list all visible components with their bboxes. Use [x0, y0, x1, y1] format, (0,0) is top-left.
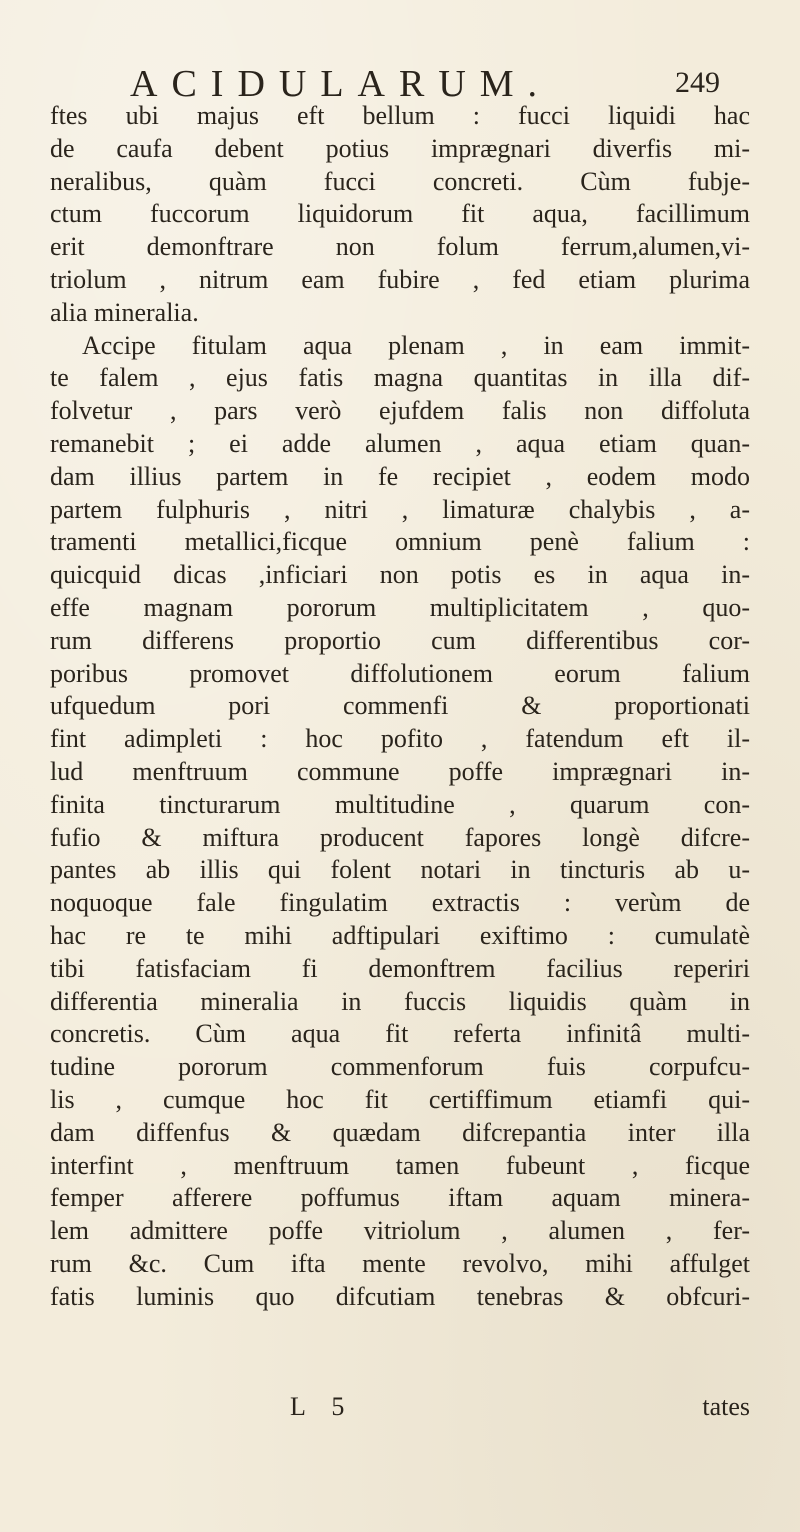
text-line: poribus promovet diffolutionem eorum falium: [50, 658, 750, 688]
text-line: fint adimpleti : hoc pofito , fatendum eft il-: [50, 724, 750, 754]
text-line: noquoque fale fingulatim extractis : verùm de: [50, 888, 750, 918]
text-line: lis , cumque hoc fit certiffimum etiamfi qui-: [50, 1084, 750, 1114]
text-line: folvetur , pars verò ejufdem falis non diffoluta: [50, 396, 750, 426]
text-line: triolum , nitrum eam fubire , fed etiam plurima: [50, 264, 750, 294]
text-line: rum differens proportio cum differentibus cor-: [50, 625, 750, 655]
page-footer: [50, 1392, 750, 1426]
text-line: neralibus, quàm fucci concreti. Cùm fubje-: [50, 166, 750, 196]
text-line: dam diffenfus & quædam difcrepantia inter illa: [50, 1117, 750, 1147]
text-line: de caufa debent potius imprægnari diverfis mi-: [50, 133, 750, 163]
text-line: ftes ubi majus eft bellum : fucci liquidi hac: [50, 101, 750, 130]
text-line: interfint , menftruum tamen fubeunt , ficque: [50, 1150, 750, 1180]
running-head: ACIDULARUM.: [130, 63, 552, 105]
text-line: fatis luminis quo difcutiam tenebras & obfcuri-: [50, 1281, 750, 1311]
text-line: hac re te mihi adftipulari exiftimo : cumulatè: [50, 920, 750, 950]
text-line: lem admittere poffe vitriolum , alumen , fer-: [50, 1216, 750, 1246]
text-line: femper afferere poffumus iftam aquam minera-: [50, 1183, 750, 1213]
text-line: dam illius partem in fe recipiet , eodem modo: [50, 461, 750, 491]
text-line: tramenti metallici,ficque omnium penè falium :: [50, 527, 750, 557]
text-line: Accipe fitulam aqua plenam , in eam immit-: [82, 330, 750, 360]
body-text: [50, 100, 750, 1313]
text-line: rum &c. Cum ifta mente revolvo, mihi affulget: [50, 1248, 750, 1278]
text-line: quicquid dicas ,inficiari non potis es in aqua in-: [50, 560, 750, 590]
page-header: [130, 62, 720, 105]
text-line: pantes ab illis qui folent notari in tincturis ab u-: [50, 855, 750, 885]
text-line: erit demonftrare non folum ferrum,alumen,vi-: [50, 232, 750, 262]
text-line: effe magnam pororum multiplicitatem , quo-: [50, 592, 750, 622]
page-number: 249: [675, 66, 720, 99]
text-line: remanebit ; ei adde alumen , aqua etiam quan-: [50, 428, 750, 458]
text-line: ufquedum pori commenfi & proportionati: [50, 691, 750, 721]
text-line: fufio & miftura producent fapores longè difcre-: [50, 822, 750, 852]
signature-mark: L 5: [290, 1392, 355, 1421]
text-line: differentia mineralia in fuccis liquidis quàm in: [50, 986, 750, 1016]
text-line: lud menftruum commune poffe imprægnari in-: [50, 756, 750, 786]
text-line: ctum fuccorum liquidorum fit aqua, facillimum: [50, 199, 750, 229]
text-line: partem fulphuris , nitri , limaturæ chalybis , a-: [50, 494, 750, 524]
text-line: te falem , ejus fatis magna quantitas in illa dif-: [50, 363, 750, 393]
text-line: alia mineralia.: [50, 297, 199, 327]
text-line: tudine pororum commenforum fuis corpufcu-: [50, 1052, 750, 1082]
text-line: tibi fatisfaciam fi demonftrem facilius reperiri: [50, 953, 750, 983]
text-line: concretis. Cùm aqua fit referta infinitâ multi-: [50, 1019, 750, 1049]
catchword: tates: [702, 1392, 750, 1421]
text-line: finita tincturarum multitudine , quarum con-: [50, 789, 750, 819]
